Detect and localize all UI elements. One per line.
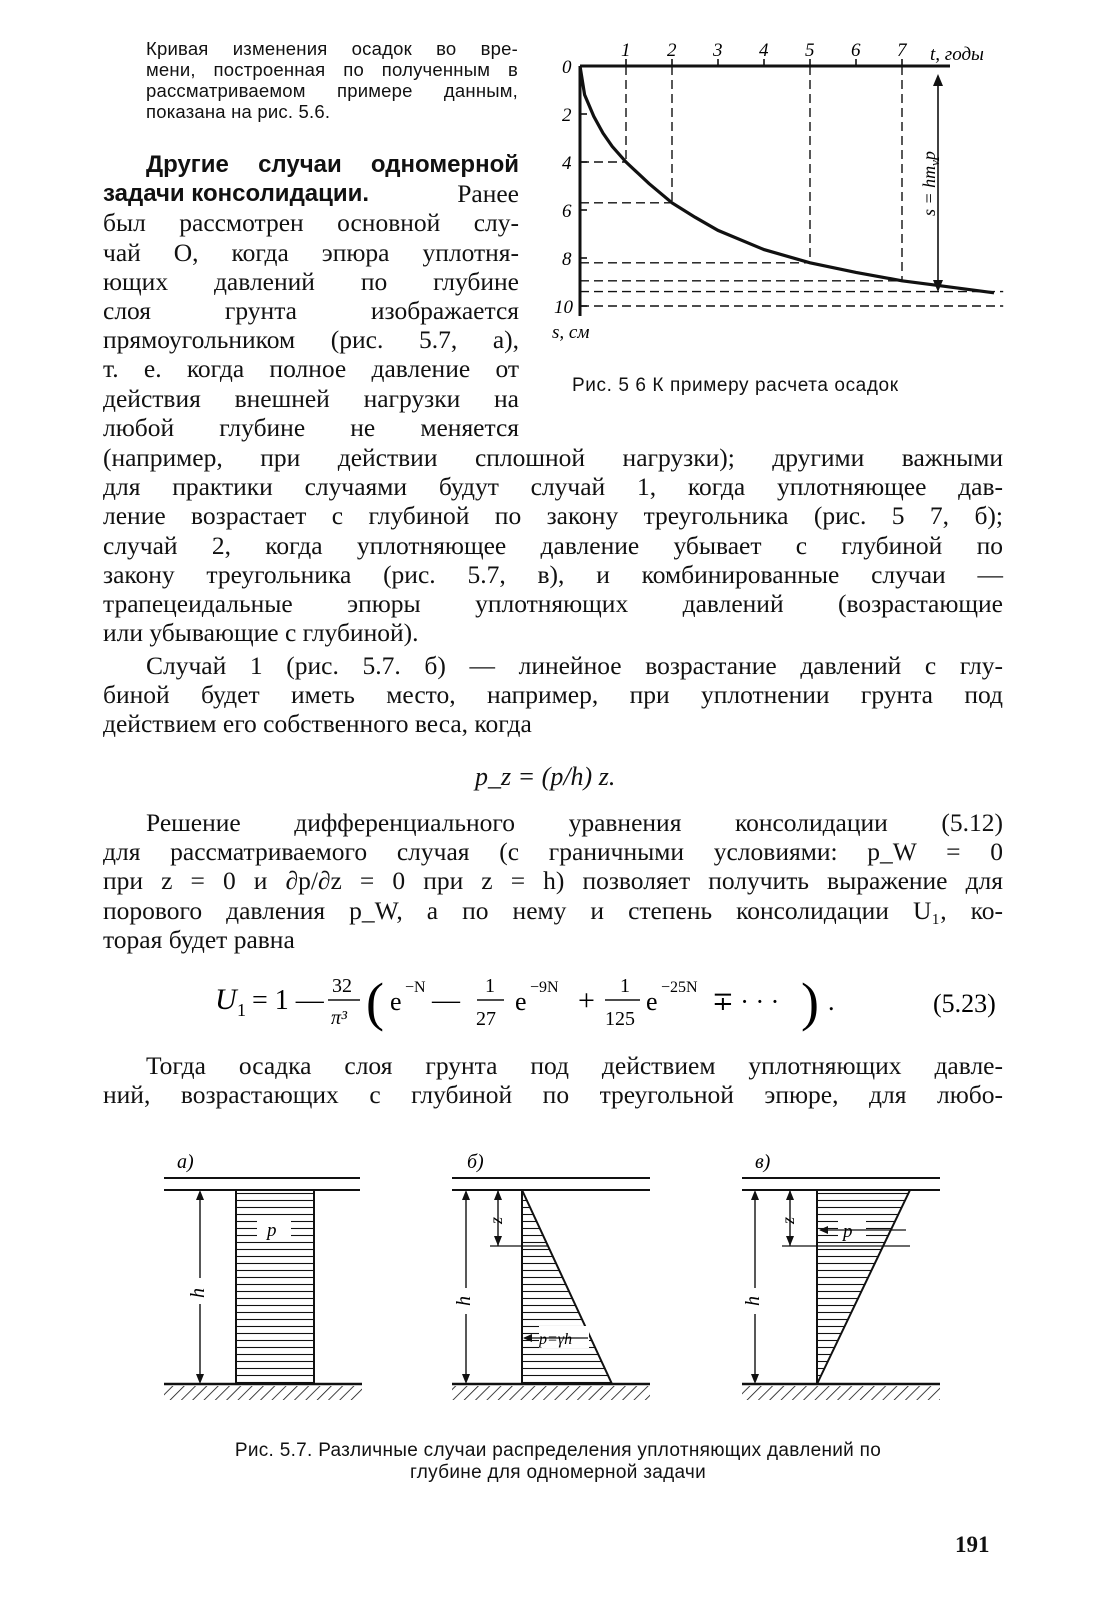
s-formula-label: $s = hm_vp$ [919,151,942,216]
y-axis-label: s, см [552,322,590,343]
text-line: для рассматриваемого случая (с граничными условиями: p_W = 0 [103,837,1003,867]
caption-line: глубине для одномерной задачи [409,1462,707,1483]
eq-e1: e [390,987,402,1016]
panel-c-h-label: h [742,1296,764,1306]
intro-line: рассматриваемом примере данным, [146,80,518,101]
figure-5-7-caption [168,1440,948,1484]
text-line: ющих давлений по глубине [103,266,519,296]
eq-num-32: 32 [332,975,352,997]
eq-pi3: π³ [331,1007,348,1029]
x-tick-label: 6 [851,40,861,61]
solution-paragraph [103,808,1003,954]
text-line: действием его собственного веса, когда [103,709,532,739]
panel-a-label: а) [177,1151,194,1173]
y-tick-label: 8 [562,249,572,270]
page-number: 191 [955,1532,990,1557]
eq-den-125: 125 [605,1008,635,1030]
panel-a [164,1151,362,1400]
eq-equals: = 1 — [252,985,324,1016]
section-heading-tail: Ранее [457,179,519,209]
section-heading-row [103,179,519,208]
section-wide-column [103,443,1003,647]
section-heading-line: задачи консолидации. [103,180,370,208]
text-line: действия внешней нагрузки на [103,383,519,413]
section-narrow-column [103,150,519,442]
figure-5-7 [150,1148,950,1420]
text-line: биной будет иметь место, например, при уплотнении грунта под [103,680,1003,710]
text-line: торая будет равна [103,924,295,954]
panel-c-label: в) [755,1151,771,1173]
text-line: прямоугольником (рис. 5.7, а), [103,325,519,355]
eq-exp3: −25N [661,979,698,996]
s-arrow-head-top [933,74,943,86]
text-line: т. е. когда полное давление от [103,354,519,384]
eq-lparen: ( [366,972,384,1032]
text-line: для практики случаями будут случай 1, когда уплотняющее дав- [103,472,1003,502]
eq-minus: — [432,985,460,1016]
eq-rparen: ) [801,972,819,1032]
intro-line: мени, построенная по полученным в [146,59,518,80]
intro-line: Кривая изменения осадок во вре- [146,38,518,59]
panel-b-z-label: z [486,1216,506,1224]
x-tick-label: 4 [759,40,769,61]
y-tick-label: 2 [562,105,572,126]
panel-b-h-label: h [453,1296,475,1306]
guide-lines [580,66,1003,306]
equation-5-23 [200,962,1020,1042]
x-tick-label: 3 [713,40,723,61]
text-line: закону треугольника (рис. 5.7, в), и комбинированные случаи — [103,559,1003,589]
text-line: порового давления p_W, а по нему и степень консолидации U₁, ко- [103,895,1003,925]
eq-u1: U [215,983,237,1016]
caption-line: Рис. 5.7. Различные случаи распределения уплотняющих давлений по [234,1440,882,1461]
panel-b-p-gamma-label: p=γh [539,1331,573,1348]
panel-c-z-label: z [778,1216,798,1224]
intro-paragraph [146,38,518,122]
text-line: любой глубине не меняется [103,412,519,442]
section-heading-line: Другие случаи одномерной [146,151,519,178]
closing-paragraph [103,1051,1003,1109]
eq-num-1b: 1 [620,975,630,997]
panel-c-p-label: p [843,1221,853,1242]
x-axis-label: t, годы [930,44,984,65]
text-line: был рассмотрен основной слу- [103,208,519,238]
text-line: (например, при действии сплошной нагрузки); другими важными [103,443,1003,472]
text-line: Тогда осадка слоя грунта под действием уплотняющих давле- [146,1051,1003,1080]
eq-den-27: 27 [476,1008,496,1030]
panel-c [742,1151,940,1400]
equation-number: (5.23) [933,989,996,1018]
figure-5-6-chart [540,38,1020,358]
text-line: или убывающие с глубиной). [103,618,419,648]
text-line: чай О, когда эпюра уплотня- [103,237,519,267]
panel-b-label: б) [467,1151,484,1173]
text-line: при z = 0 и ∂p/∂z = 0 при z = h) позволяет получить выражение для [103,866,1003,896]
eq-plus: + [578,984,595,1017]
x-tick-group [621,40,908,66]
eq-period: . [828,987,835,1016]
x-tick-label: 5 [805,40,815,61]
eq-exp1: −N [405,979,426,996]
x-tick-label: 1 [621,40,631,61]
x-tick-label: 2 [667,40,677,61]
eq-mp: ∓ · · · [712,987,780,1016]
y-tick-label: 6 [562,201,572,222]
eq-e2: e [515,987,527,1016]
text-line: слоя грунта изображается [103,296,519,326]
figure-5-6-caption: Рис. 5 6 К примеру расчета осадок [572,375,899,396]
y-tick-label: 0 [562,57,572,78]
text-line: Случай 1 (рис. 5.7. б) — линейное возрастание давлений с глу- [146,651,1003,680]
formula-pz: p_z = (p/h) z. [475,762,616,791]
text-line: ний, возрастающих с глубиной по треугольной эпюре, для любо- [103,1080,1003,1110]
y-tick-label: 4 [562,153,572,174]
y-tick-group [554,57,587,318]
x-tick-label: 7 [897,40,907,61]
panel-b [452,1151,650,1400]
text-line: случай 2, когда уплотняющее давление убывает с глубиной по [103,530,1003,560]
eq-exp2: −9N [530,979,559,996]
case1-paragraph [103,651,1003,739]
text-line: ление возрастает с глубиной по закону треугольника (рис. 5 7, б); [103,501,1003,531]
panel-a-p-label: p [267,1220,277,1241]
section-heading [103,150,519,179]
intro-line: показана на рис. 5.6. [146,101,331,122]
y-tick-label: 10 [554,297,573,318]
text-line: Решение дифференциального уравнения консолидации (5.12) [146,808,1003,837]
text-line: трапецеидальные эпюры уплотняющих давлений (возрастающие [103,589,1003,619]
panel-a-h-label: h [187,1288,209,1298]
eq-num-1a: 1 [485,975,495,997]
eq-e3: e [646,987,658,1016]
eq-u1-sub: 1 [237,1000,246,1020]
